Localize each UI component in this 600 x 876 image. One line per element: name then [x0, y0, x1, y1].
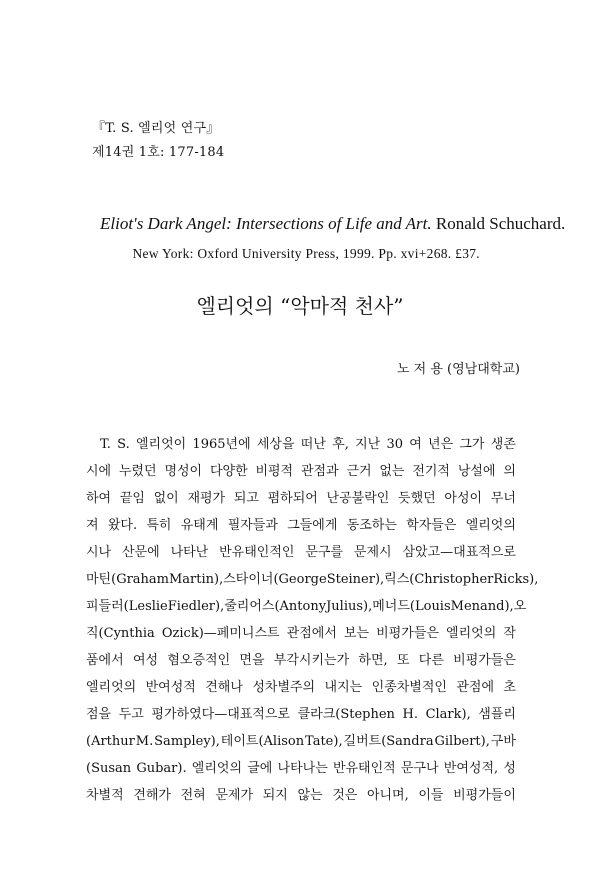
body-word: 피들러(Leslie	[86, 599, 168, 614]
body-word: 문구나	[400, 761, 439, 776]
body-word: 반여성적,	[443, 761, 499, 776]
body-line	[86, 485, 516, 512]
body-word: 의	[503, 464, 516, 479]
body-word: 오	[513, 599, 527, 614]
body-word: 비평적	[255, 464, 294, 479]
body-word: 되고	[233, 491, 259, 506]
body-word: 문제시	[353, 545, 392, 560]
body-paragraph	[86, 431, 539, 809]
review-title: 엘리엇의 “악마적 천사”	[196, 294, 404, 318]
body-word: 릭스(Christopher	[384, 572, 494, 587]
body-word: 년은	[428, 437, 454, 452]
body-word: 문제가	[215, 788, 254, 803]
body-line	[86, 755, 516, 782]
body-word: 여	[409, 437, 422, 452]
body-word: 비평가들은	[453, 653, 516, 668]
body-word: 아니며,	[366, 788, 409, 803]
body-word: Julius),	[326, 599, 373, 614]
body-word: 엘리엇의	[191, 761, 243, 776]
body-word: Menand),	[450, 599, 514, 614]
body-word: 져	[86, 518, 99, 533]
body-word: 여성	[132, 653, 159, 668]
body-word: Ozick)—페미니스트	[161, 626, 280, 641]
body-word: 초	[503, 680, 516, 695]
body-word: 그가	[459, 437, 485, 452]
body-word: 차별적	[86, 788, 124, 803]
book-author: Ronald Schuchard.	[435, 214, 566, 233]
body-word: 클라크(Stephen	[297, 707, 395, 722]
body-word: 시나	[86, 545, 112, 560]
body-word: 없는	[379, 464, 405, 479]
body-word: Clark),	[425, 707, 471, 722]
body-word: 재평가	[187, 491, 226, 506]
body-word: 근거	[346, 464, 372, 479]
body-word: 특히	[146, 518, 172, 533]
body-word: Tate),	[305, 734, 343, 749]
journal-citation	[92, 117, 224, 165]
body-word: 되지	[262, 788, 288, 803]
body-word: 관점에서	[286, 626, 337, 641]
body-word: 폄하되어	[267, 491, 318, 506]
body-line	[86, 728, 516, 755]
body-word: 하여	[86, 491, 112, 506]
body-word: S.	[117, 437, 130, 452]
body-word: M.	[135, 734, 154, 749]
body-word: 명성이	[164, 464, 203, 479]
body-word: 필자들과	[227, 518, 278, 533]
body-word: 후,	[332, 437, 349, 452]
body-word: T.	[100, 437, 111, 452]
body-word: 글에	[247, 761, 273, 776]
body-line	[86, 431, 516, 458]
body-word: (Arthur	[86, 734, 135, 749]
body-word: 30	[386, 437, 403, 452]
body-word: 성차별주의	[252, 680, 316, 695]
body-word: 견해나	[205, 680, 243, 695]
body-word: 직(Cynthia	[86, 626, 155, 641]
body-word: 다양한	[209, 464, 248, 479]
body-word: 두고	[118, 707, 144, 722]
body-word: 학자들은	[406, 518, 457, 533]
body-line	[86, 566, 539, 593]
book-title: Eliot's Dark Angel: Intersections of Life and Art.	[100, 214, 432, 233]
body-word: Sampley),	[154, 734, 220, 749]
body-word: 그들에게	[287, 518, 338, 533]
publication-info: New York: Oxford University Press, 1999. Pp. xvi+268. £37.	[132, 246, 480, 261]
body-word: 세상을	[256, 437, 295, 452]
body-word: 엘리엇의	[86, 680, 137, 695]
body-word: 떠난	[300, 437, 326, 452]
body-word: 누렸던	[118, 464, 157, 479]
book-citation	[100, 214, 566, 234]
body-word: 무너	[490, 491, 516, 506]
body-word: 견해가	[133, 788, 171, 803]
body-word: 않는	[297, 788, 323, 803]
body-word: 끝임	[119, 491, 145, 506]
body-word: 산문에	[122, 545, 160, 560]
body-word: 내지는	[324, 680, 363, 695]
body-word: 부각시키는가	[273, 653, 350, 668]
body-word: (Susan	[86, 761, 132, 776]
body-word: 전혀	[180, 788, 206, 803]
body-word: 전기적	[412, 464, 450, 479]
body-word: 또	[396, 653, 410, 668]
body-word: 동조하는	[346, 518, 397, 533]
journal-name: 『T. S. 엘리엇 연구』	[92, 121, 220, 136]
body-word: 줄리어스(Antony	[224, 599, 327, 614]
body-word: 듯했던	[398, 491, 436, 506]
body-word: Gubar).	[136, 761, 187, 776]
body-word: 면을	[239, 653, 265, 668]
body-word: 메너드(Louis	[372, 599, 451, 614]
body-word: 하면,	[358, 653, 388, 668]
body-word: 엘리엇이	[135, 437, 187, 452]
body-word: 관점에	[456, 680, 495, 695]
body-line	[86, 593, 527, 620]
body-word: 난공불락인	[326, 491, 390, 506]
body-word: 인종차별적인	[371, 680, 447, 695]
body-line	[86, 674, 516, 701]
body-word: Gilbert),	[434, 734, 490, 749]
body-word: 반유태인적인	[219, 545, 295, 560]
body-word: 작	[503, 626, 516, 641]
volume-issue-pages: 제14권 1호: 177-184	[92, 145, 225, 160]
body-word: 시에	[86, 464, 112, 479]
body-line	[86, 701, 516, 728]
body-word: 아성이	[444, 491, 483, 506]
body-word: Steiner),	[326, 572, 385, 587]
body-word: Fiedler),	[167, 599, 225, 614]
body-word: Ricks),	[493, 572, 539, 587]
body-line	[86, 458, 516, 485]
body-word: 스타이너(George	[223, 572, 327, 587]
body-word: 반여성적	[145, 680, 196, 695]
body-word: H.	[402, 707, 418, 722]
body-word: 성	[503, 761, 516, 776]
body-word: 구바	[490, 734, 516, 749]
body-line	[86, 782, 516, 809]
body-word: 관점과	[300, 464, 339, 479]
body-word: 마틴(Graham	[86, 572, 169, 587]
body-word: 것은	[332, 788, 358, 803]
body-word: 보는	[343, 626, 370, 641]
body-word: 샘플리	[478, 707, 516, 722]
body-word: 테이트(Alison	[220, 734, 305, 749]
body-word: 이들	[418, 788, 444, 803]
body-word: 왔다.	[107, 518, 138, 533]
body-word: 나타나는	[277, 761, 328, 776]
body-word: 다른	[418, 653, 444, 668]
body-word: 지난	[355, 437, 381, 452]
body-word: 반유태인적	[332, 761, 396, 776]
body-word: 낭설에	[457, 464, 496, 479]
body-word: 나타난	[170, 545, 209, 560]
body-word: 생존	[490, 437, 516, 452]
body-word: 점을	[86, 707, 112, 722]
body-word: Martin),	[169, 572, 224, 587]
body-word: 품에서	[86, 653, 124, 668]
body-word: 문구를	[305, 545, 344, 560]
body-word: 평가하였다—대표적으로	[151, 707, 290, 722]
body-line	[86, 647, 516, 674]
body-word: 유태계	[180, 518, 219, 533]
body-word: 혐오증적인	[167, 653, 231, 668]
body-word: 엘리엇의	[446, 626, 497, 641]
body-word: 1965년에	[192, 437, 251, 452]
body-word: 엘리엇의	[465, 518, 516, 533]
body-line	[86, 512, 516, 539]
body-word: 비평가들은	[376, 626, 439, 641]
body-line	[86, 620, 516, 647]
reviewer-byline: 노 저 용 (영남대학교)	[396, 362, 520, 377]
body-word: 길버트(Sandra	[343, 734, 434, 749]
body-word: 없이	[153, 491, 179, 506]
body-line	[86, 539, 516, 566]
body-word: 비평가들이	[453, 788, 516, 803]
body-word: 삼았고—대표적으로	[402, 545, 516, 560]
